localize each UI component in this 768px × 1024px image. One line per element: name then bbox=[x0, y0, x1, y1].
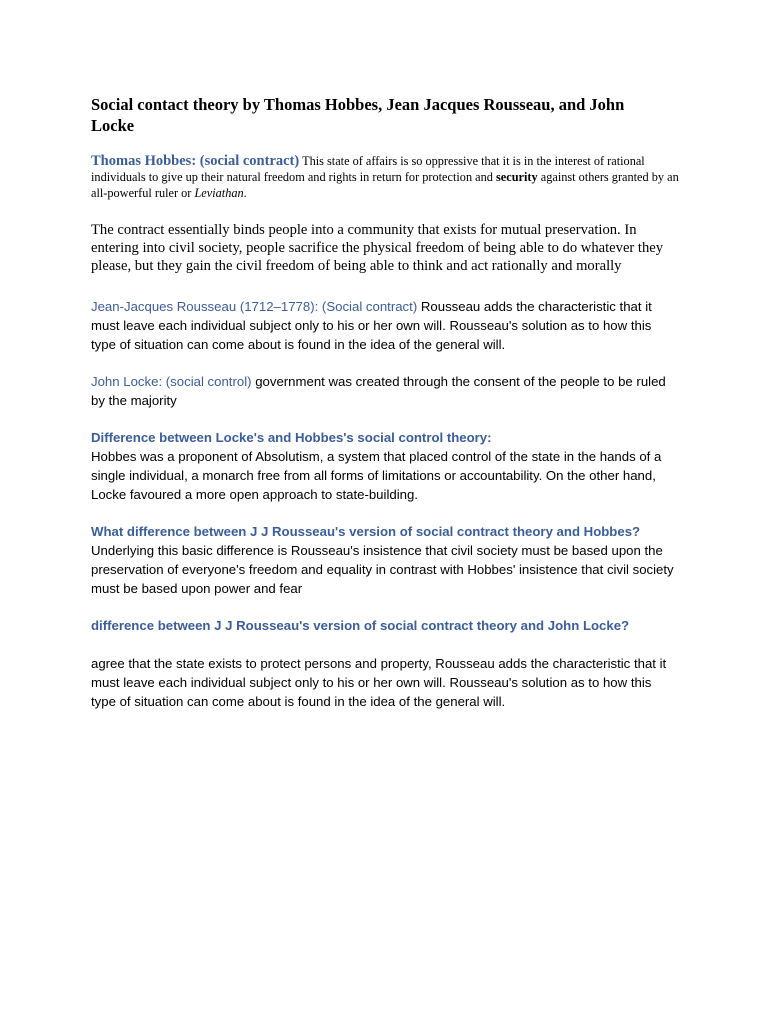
section-body-rousseau-locke: agree that the state exists to protect persons and property, Rousseau adds the characteristic that it must leave each individual subject only to his or her own will. Rousseau's solution as to how this type of situation can come about is found in the idea of the general will. bbox=[91, 656, 667, 709]
rousseau-paragraph bbox=[91, 297, 676, 354]
hobbes-text-1: This state of affairs is so oppressive that it is in the interest of rational individuals to give up their natural freedom and rights in return for protection and bbox=[91, 154, 645, 184]
rousseau-text: Rousseau adds the characteristic that it must leave each individual subject only to his or her own will. Rousseau's solution as to how this type of situation can come about is found in the idea of the general will. bbox=[91, 299, 652, 352]
hobbes-lead: Thomas Hobbes: (social contract) bbox=[91, 153, 300, 169]
locke-lead: John Locke: (social control) bbox=[91, 374, 252, 389]
locke-paragraph bbox=[91, 372, 676, 410]
hobbes-text-2: against others granted by an all-powerful ruler or bbox=[91, 170, 679, 200]
section-body-locke-hobbes: Hobbes was a proponent of Absolutism, a system that placed control of the state in the hands of a single individual, a monarch free from all forms of limitations or accountability. On the other hand, Locke favoured a more open approach to state-building. bbox=[91, 449, 662, 502]
hobbes-bold-word: security bbox=[496, 170, 538, 184]
hobbes-italic-word: Leviathan bbox=[194, 186, 244, 200]
hobbes-text-3: . bbox=[243, 186, 247, 200]
section-body-rousseau-hobbes: Underlying this basic difference is Rousseau's insistence that civil society must be based upon the preservation of everyone's freedom and equality in contrast with Hobbes' insistence that civil society must be based upon power and fear bbox=[91, 543, 674, 596]
rousseau-lead: Jean-Jacques Rousseau (1712–1778): (Social contract) bbox=[91, 299, 418, 314]
locke-text: government was created through the consent of the people to be ruled by the majority bbox=[91, 374, 666, 408]
section-heading-rousseau-locke: difference between J J Rousseau's version of social contract theory and John Locke? bbox=[91, 618, 630, 633]
section-heading-rousseau-hobbes: What difference between J J Rousseau's version of social contract theory and Hobbes? bbox=[91, 524, 641, 539]
contract-paragraph: The contract essentially binds people into a community that exists for mutual preservation. In entering into civil society, people sacrifice the physical freedom of being able to do whatever they please, but they gain the civil freedom of being able to think and act rationally and morally bbox=[91, 222, 664, 274]
document-title: Social contact theory by Thomas Hobbes, Jean Jacques Rousseau, and John Locke bbox=[91, 95, 625, 135]
hobbes-paragraph bbox=[91, 153, 681, 201]
section-heading-locke-hobbes: Difference between Locke's and Hobbes's social control theory: bbox=[91, 430, 492, 445]
